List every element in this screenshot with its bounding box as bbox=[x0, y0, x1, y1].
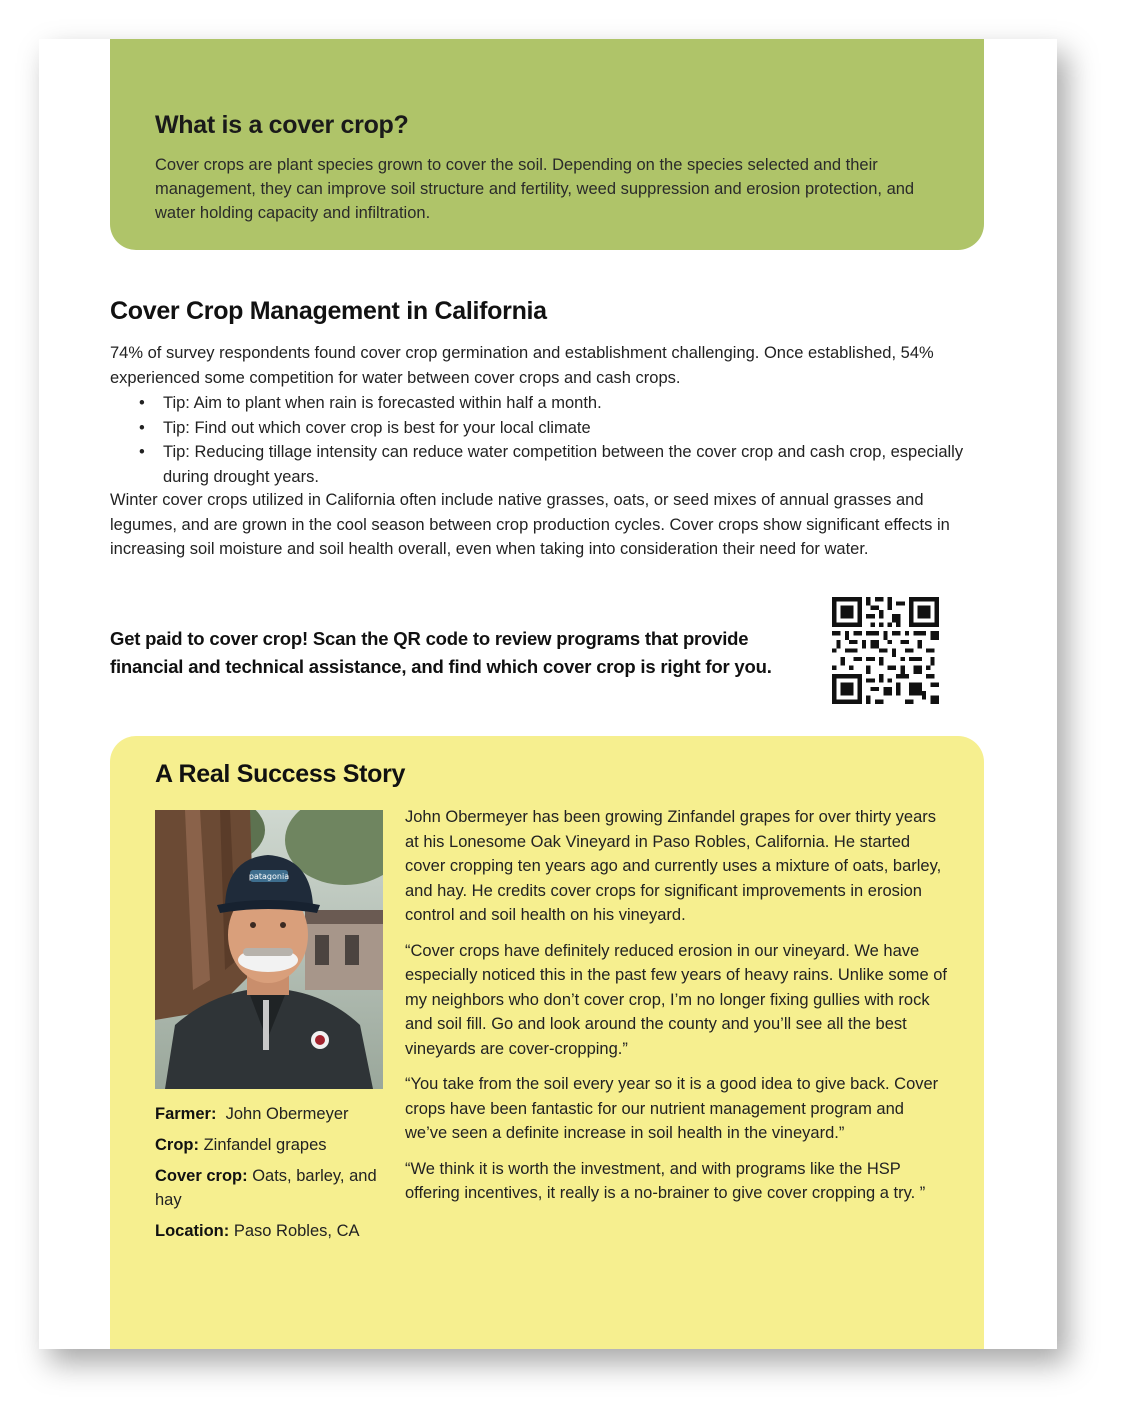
story-text bbox=[405, 805, 950, 1217]
what-is-cover-crop-body: Cover crops are plant species grown to cover the soil. Depending on the species selected and their management, they can improve soil structure and fertility, weed suppression and erosion protection, and water holding capacity and infiltration. bbox=[155, 156, 915, 222]
story-quote: “Cover crops have definitely reduced erosion in our vineyard. We have especially noticed this in the past few years of heavy rains. Unlike some of my neighbors who don’t cover crop, I’m no longer fixing gullies with rock and soil fill. Go and look around the county and you’ll see all the best vineyards are cover-cropping.” bbox=[405, 941, 948, 1058]
fact-farmer: Farmer: John Obermeyer bbox=[155, 1105, 349, 1123]
fact-cover-crop: Cover crop: Oats, barley, and hay bbox=[155, 1167, 377, 1209]
bullet-icon: • bbox=[139, 418, 145, 437]
story-paragraph: John Obermeyer has been growing Zinfandel grapes for over thirty years at his Lonesome Oak Vineyard in Paso Robles, California. He started cover cropping ten years ago and currently uses a mixture of oats, barley, and hay. He credits cover crops for significant improvements in erosion control and soil health on his vineyard. bbox=[405, 808, 942, 924]
get-paid-callout: Get paid to cover crop! Scan the QR code to review programs that provide financial and technical assistance, and find which cover crop is right for you. bbox=[110, 628, 772, 677]
document-page bbox=[39, 39, 1057, 1349]
success-story-box bbox=[110, 736, 984, 1349]
management-intro: 74% of survey respondents found cover crop germination and establishment challenging. Once established, 54% experienced some competition for water between cover crops and cash crops. bbox=[110, 344, 934, 387]
bullet-icon: • bbox=[139, 394, 145, 412]
story-quote: “You take from the soil every year so it is a good idea to give back. Cover crops have been fantastic for our nutrient management program and we’ve seen a definite increase in soil health in the vineyard.” bbox=[405, 1075, 939, 1142]
what-is-cover-crop-title: What is a cover crop? bbox=[155, 111, 409, 139]
farmer-portrait-illustration bbox=[155, 810, 383, 1089]
tip-item: • Tip: Reducing tillage intensity can reduce water competition between the cover crop and cash crop, especially during drought years. bbox=[137, 440, 997, 489]
cap-logo-text: patagonia bbox=[248, 872, 290, 881]
tips-list bbox=[137, 391, 997, 489]
bullet-icon: • bbox=[139, 443, 145, 461]
fact-location: Location: Paso Robles, CA bbox=[155, 1222, 360, 1240]
fact-crop: Crop: Zinfandel grapes bbox=[155, 1136, 327, 1154]
qr-code[interactable] bbox=[832, 597, 939, 704]
story-quote: “We think it is worth the investment, and with programs like the HSP offering incentives, it really is a no-brainer to give cover cropping a try. ” bbox=[405, 1159, 926, 1202]
farmer-photo bbox=[155, 810, 383, 1089]
success-story-title: A Real Success Story bbox=[155, 760, 406, 788]
management-title: Cover Crop Management in California bbox=[110, 297, 547, 325]
what-is-cover-crop-box bbox=[110, 39, 984, 250]
tip-item: • Tip: Find out which cover crop is best for your local climate bbox=[137, 416, 997, 441]
farmer-facts bbox=[155, 1102, 385, 1250]
winter-cover-crops-text: Winter cover crops utilized in California often include native grasses, oats, or seed mixes of annual grasses and legumes, and are grown in the cool season between crop production cycles. Cover crops show significant effects in increasing soil moisture and soil health overall, even when taking into consideration their need for water. bbox=[110, 491, 950, 558]
tip-item: • Tip: Aim to plant when rain is forecasted within half a month. bbox=[137, 391, 997, 416]
